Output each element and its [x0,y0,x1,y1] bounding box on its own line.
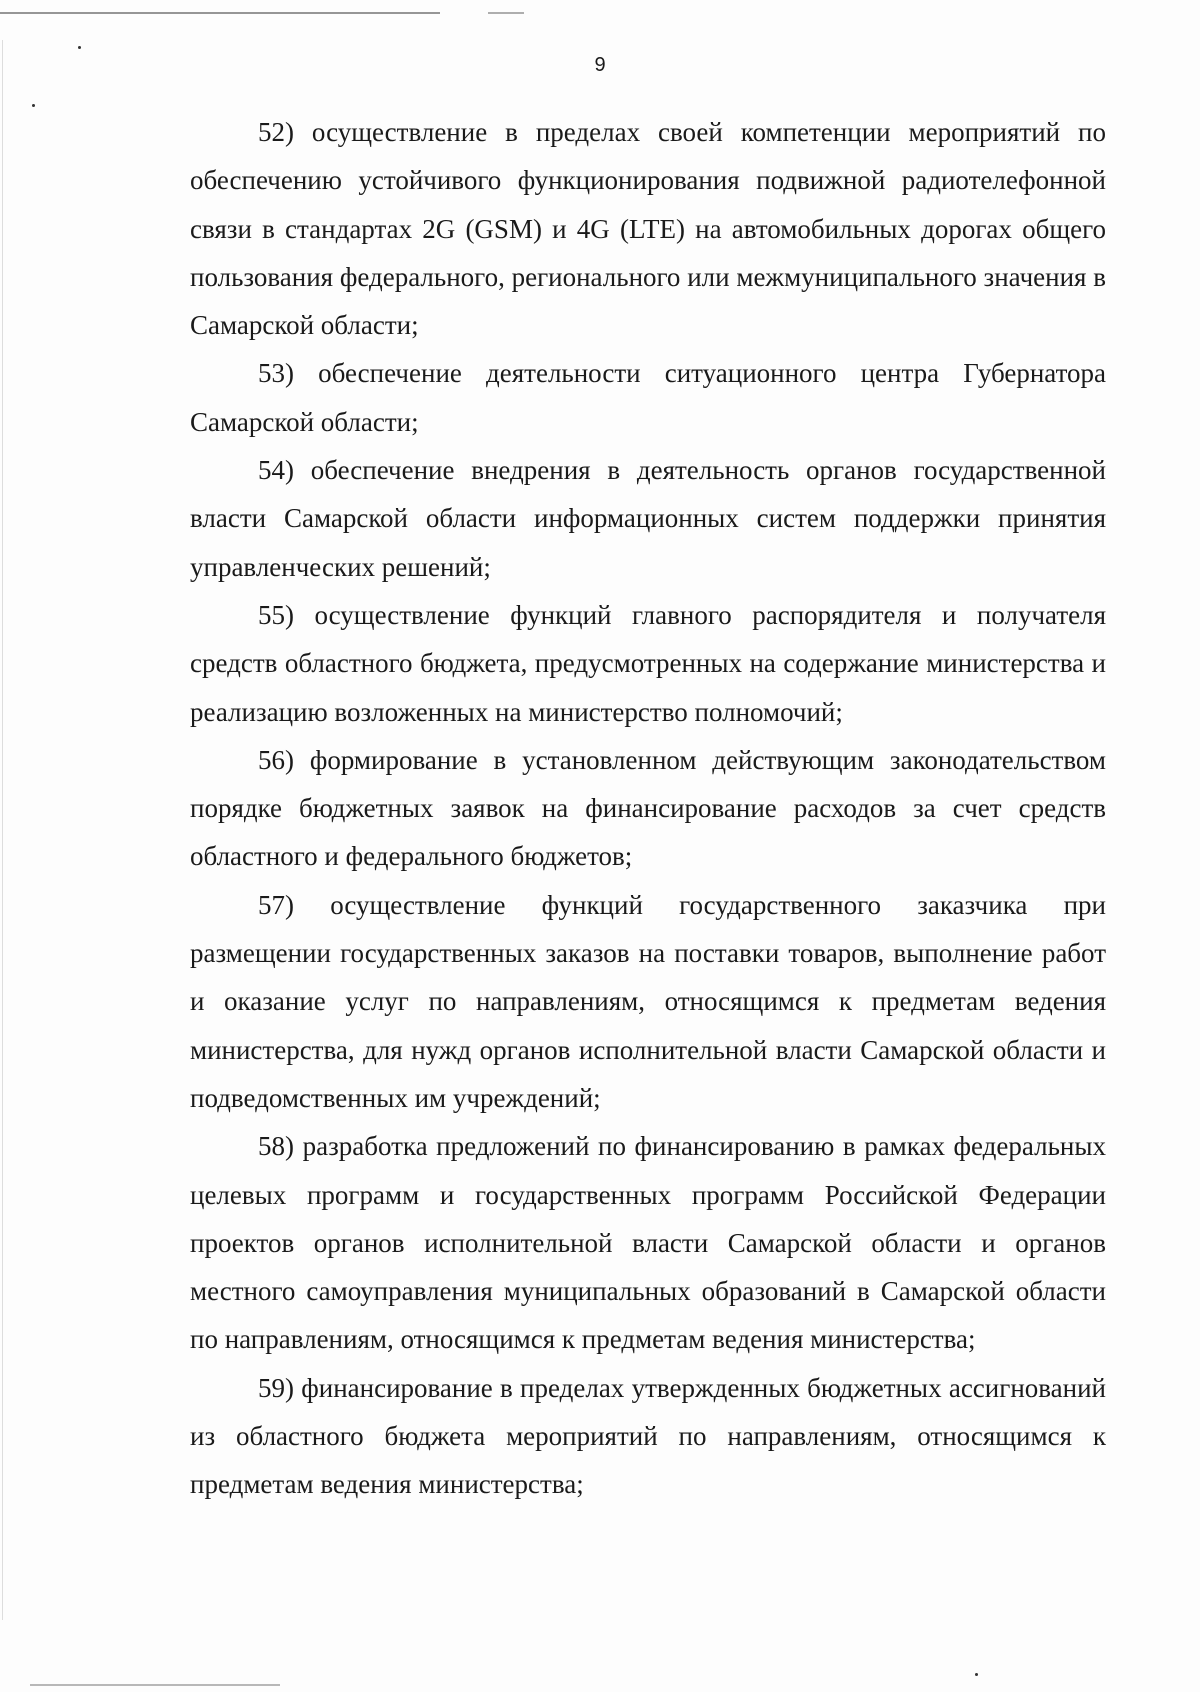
list-item-57: 57) осуществление функций государственного заказчика при размещении государственных заказов на поставки товаров, выполнение работ и оказание услуг по направлениям, относящимся к предметам ведения министерства, для нужд органов исполнительной власти Самарской области и подведомственных им учреждений; [190,889,1106,1113]
page-number: 9 [594,54,606,76]
list-item-59: 59) финансирование в пределах утвержденных бюджетных ассигнований из областного бюджета мероприятий по направлениям, относящимся к предметам ведения министерства; [190,1372,1106,1500]
list-item-56: 56) формирование в установленном действующим законодательством порядке бюджетных заявок на финансирование расходов за счет средств областного и федерального бюджетов; [190,744,1106,872]
scan-artifact-edge [2,40,3,1620]
scan-artifact-line [488,12,524,14]
scan-artifact-dot [975,1673,978,1676]
scan-artifact-line [30,1684,280,1686]
scan-artifact-dot [78,46,81,49]
scan-artifact-line [0,12,440,14]
document-body [190,108,1106,1509]
list-item-54: 54) обеспечение внедрения в деятельность органов государственной власти Самарской области информационных систем поддержки принятия управленческих решений; [190,455,1106,582]
list-item-55: 55) осуществление функций главного распорядителя и получателя средств областного бюджета, предусмотренных на содержание министерства и реализацию возложенных на министерство полномочий; [190,599,1106,727]
list-item-52: 52) осуществление в пределах своей компетенции мероприятий по обеспечению устойчивого функционирования подвижной радиотелефонной связи в стандартах 2G (GSM) и 4G (LTE) на автомобильных дорогах общего пользования федерального, регионального или межмуниципального значения в Самарской области; [190,117,1106,341]
list-item-58: 58) разработка предложений по финансированию в рамках федеральных целевых программ и государственных программ Российской Федерации проектов органов исполнительной власти Самарской области и органов местного самоуправления муниципальных образований в Самарской области по направлениям, относящимся к предметам ведения министерства; [190,1131,1106,1355]
list-item-53: 53) обеспечение деятельности ситуационного центра Губернатора Самарской области; [190,358,1106,437]
scan-artifact-dot [32,104,35,107]
